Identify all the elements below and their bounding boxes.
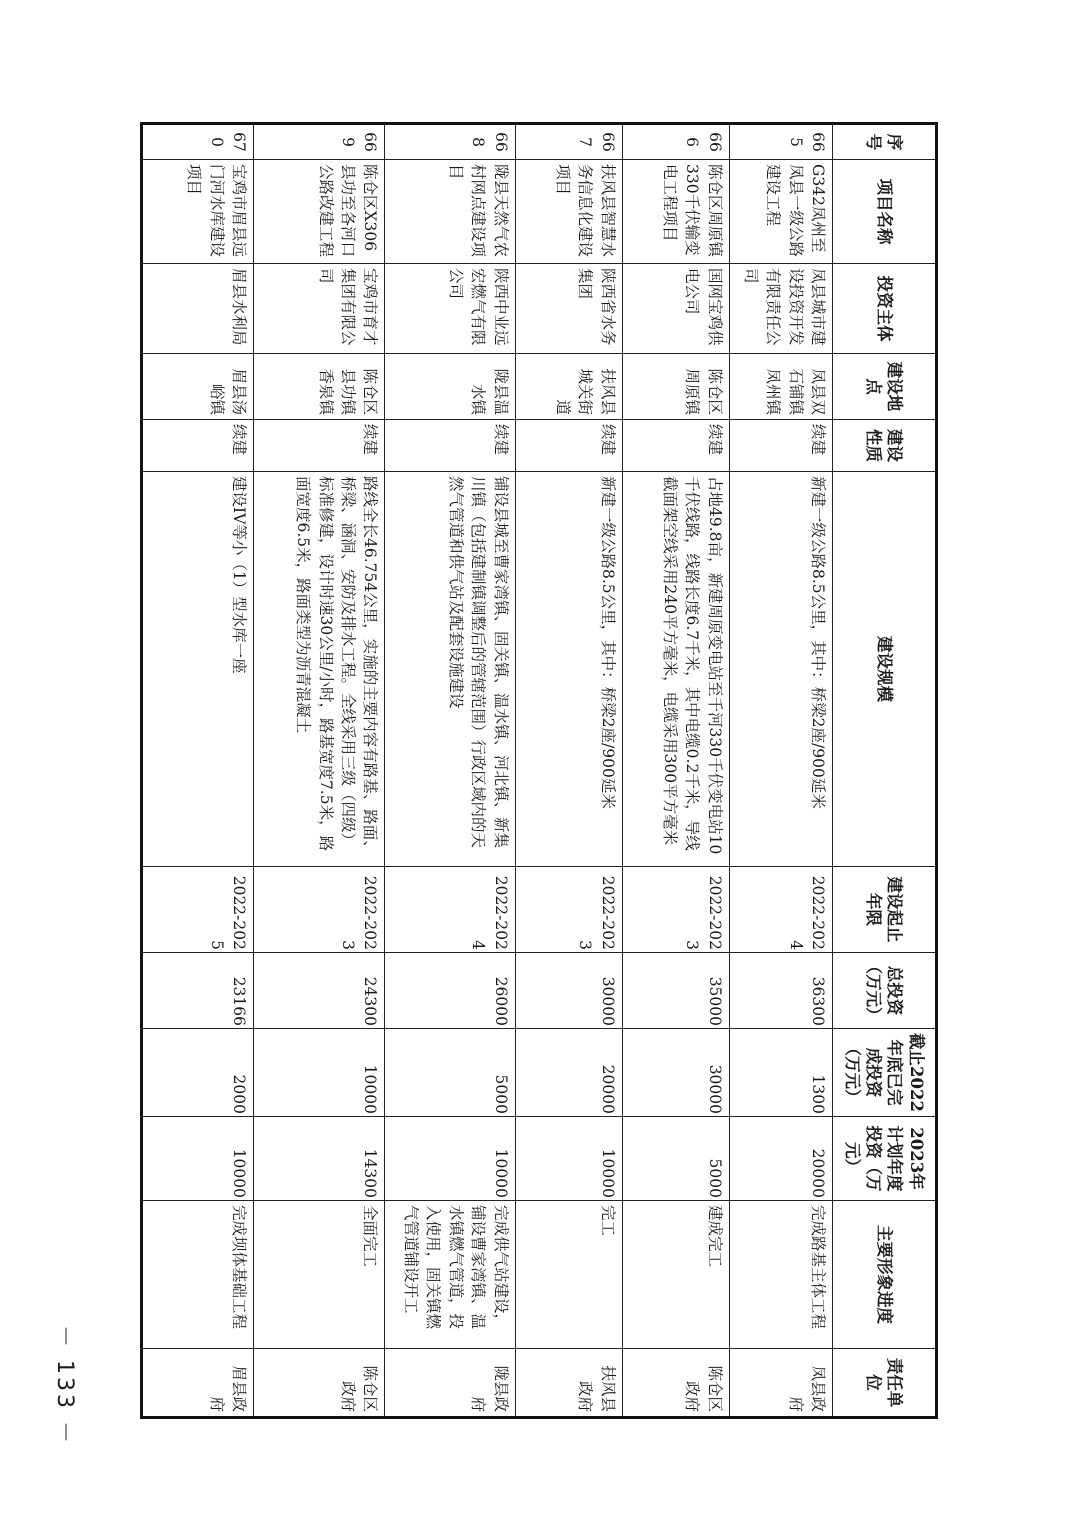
cell-scale: 新建一级公路8.5公里，其中：桥梁2座/900延米	[729, 472, 832, 867]
cell-investor: 陕西省水务集团	[515, 264, 622, 354]
cell-period: 2022-2023	[622, 867, 729, 953]
cell-plan: 14300	[254, 1117, 385, 1201]
cell-name: G342凤州至凤县一级公路建设工程	[729, 160, 832, 264]
rotated-table-page	[140, 122, 938, 1412]
cell-plan: 5000	[622, 1117, 729, 1201]
cell-nature: 续建	[729, 420, 832, 472]
cell-nature: 续建	[254, 420, 385, 472]
cell-completed: 5000	[385, 1029, 515, 1117]
cell-scale: 铺设县城至曹家湾镇、固关镇、温水镇、河北镇、新集川镇（包括建制镇调整后的管辖范围）行政区域内的天然气管道和供气站及配套设施建设	[385, 472, 515, 867]
header-unit: 责任单位	[833, 1349, 937, 1418]
cell-seq: 670	[142, 124, 254, 160]
cell-location: 陈仓区周原镇	[622, 354, 729, 420]
cell-progress: 完工	[515, 1201, 622, 1349]
cell-unit: 陇县政府	[385, 1349, 515, 1418]
cell-location: 眉县汤峪镇	[142, 354, 254, 420]
cell-completed: 1300	[729, 1029, 832, 1117]
cell-unit: 陈仓区政府	[622, 1349, 729, 1418]
cell-progress: 完成供气站建设，铺设曹家湾镇、温水镇燃气管道，投入使用，固关镇燃气管道铺设开工	[385, 1201, 515, 1349]
cell-investor: 陕西中业远宏燃气有限公司	[385, 264, 515, 354]
table-row	[729, 124, 832, 1418]
header-period: 建设起止年限	[833, 867, 937, 953]
header-plan: 2023年计划年度投资（万元）	[833, 1117, 937, 1201]
cell-seq: 667	[515, 124, 622, 160]
cell-plan: 10000	[515, 1117, 622, 1201]
cell-total: 26000	[385, 953, 515, 1029]
cell-total: 23166	[142, 953, 254, 1029]
cell-period: 2022-2025	[142, 867, 254, 953]
cell-location: 扶风县城关街道	[515, 354, 622, 420]
table-row	[254, 124, 385, 1418]
cell-total: 36300	[729, 953, 832, 1029]
table-row	[385, 124, 515, 1418]
cell-total: 24300	[254, 953, 385, 1029]
cell-unit: 扶风县政府	[515, 1349, 622, 1418]
cell-completed: 2000	[142, 1029, 254, 1117]
header-investor: 投资主体	[833, 264, 937, 354]
cell-period: 2022-2024	[729, 867, 832, 953]
cell-name: 陈仓区周原镇330千伏输变电工程项目	[622, 160, 729, 264]
cell-plan: 10000	[142, 1117, 254, 1201]
cell-seq: 665	[729, 124, 832, 160]
cell-scale: 建设IV等小（1）型水库一座	[142, 472, 254, 867]
cell-location: 凤县双石铺镇凤州镇	[729, 354, 832, 420]
cell-nature: 续建	[622, 420, 729, 472]
cell-name: 宝鸡市眉县远门河水库建设项目	[142, 160, 254, 264]
page-number: － 133 －	[52, 1325, 77, 1446]
cell-investor: 凤县城市建设投资开发有限责任公司	[729, 264, 832, 354]
table-header-row	[833, 124, 937, 1418]
cell-name: 陇县天然气农村网点建设项目	[385, 160, 515, 264]
table-row	[515, 124, 622, 1418]
cell-scale: 新建一级公路8.5公里，其中：桥梁2座/900延米	[515, 472, 622, 867]
cell-location: 陇县温水镇	[385, 354, 515, 420]
cell-progress: 全面完工	[254, 1201, 385, 1349]
cell-unit: 凤县政府	[729, 1349, 832, 1418]
table-row	[142, 124, 254, 1418]
cell-investor: 眉县水利局	[142, 264, 254, 354]
cell-nature: 续建	[515, 420, 622, 472]
cell-investor: 宝鸡市育才集团有限公司	[254, 264, 385, 354]
cell-unit: 陈仓区政府	[254, 1349, 385, 1418]
cell-nature: 续建	[385, 420, 515, 472]
cell-name: 陈仓区X306县功至各河口公路改建工程	[254, 160, 385, 264]
cell-scale: 路线全长46.754公里，实施的主要内容有路基、路面、桥梁、涵洞、安防及排水工程。全线采用三级（四级）标准修建，设计时速30公里/小时，路基宽度7.5米，路面宽度6.5米，路面类型为沥青混凝土	[254, 472, 385, 867]
cell-progress: 完成坝体基础工程	[142, 1201, 254, 1349]
cell-investor: 国网宝鸡供电公司	[622, 264, 729, 354]
cell-plan: 20000	[729, 1117, 832, 1201]
cell-seq: 668	[385, 124, 515, 160]
cell-location: 陈仓区县功镇香泉镇	[254, 354, 385, 420]
table-row	[622, 124, 729, 1418]
cell-total: 35000	[622, 953, 729, 1029]
cell-progress: 建成完工	[622, 1201, 729, 1349]
cell-plan: 10000	[385, 1117, 515, 1201]
header-nature: 建设性质	[833, 420, 937, 472]
cell-completed: 30000	[622, 1029, 729, 1117]
cell-total: 30000	[515, 953, 622, 1029]
cell-completed: 10000	[254, 1029, 385, 1117]
cell-scale: 占地49.8亩，新建周原变电站至千河330千伏变电站10千伏线路，线路长度6.7千米，其中电缆0.2千米，导线截面架空线采用240平方毫米，电缆采用300平方毫米	[622, 472, 729, 867]
cell-name: 扶风县智慧水务信息化建设项目	[515, 160, 622, 264]
header-location: 建设地点	[833, 354, 937, 420]
cell-seq: 669	[254, 124, 385, 160]
cell-progress: 完成路基主体工程	[729, 1201, 832, 1349]
header-seq: 序号	[833, 124, 937, 160]
cell-period: 2022-2024	[385, 867, 515, 953]
header-completed: 截止2022年底已完成投资（万元）	[833, 1029, 937, 1117]
cell-period: 2022-2023	[515, 867, 622, 953]
header-scale: 建设规模	[833, 472, 937, 867]
cell-period: 2022-2023	[254, 867, 385, 953]
cell-nature: 续建	[142, 420, 254, 472]
project-table	[140, 122, 938, 1419]
header-name: 项目名称	[833, 160, 937, 264]
cell-seq: 666	[622, 124, 729, 160]
header-total: 总投资（万元）	[833, 953, 937, 1029]
cell-unit: 眉县政府	[142, 1349, 254, 1418]
cell-completed: 20000	[515, 1029, 622, 1117]
header-progress: 主要形象进度	[833, 1201, 937, 1349]
